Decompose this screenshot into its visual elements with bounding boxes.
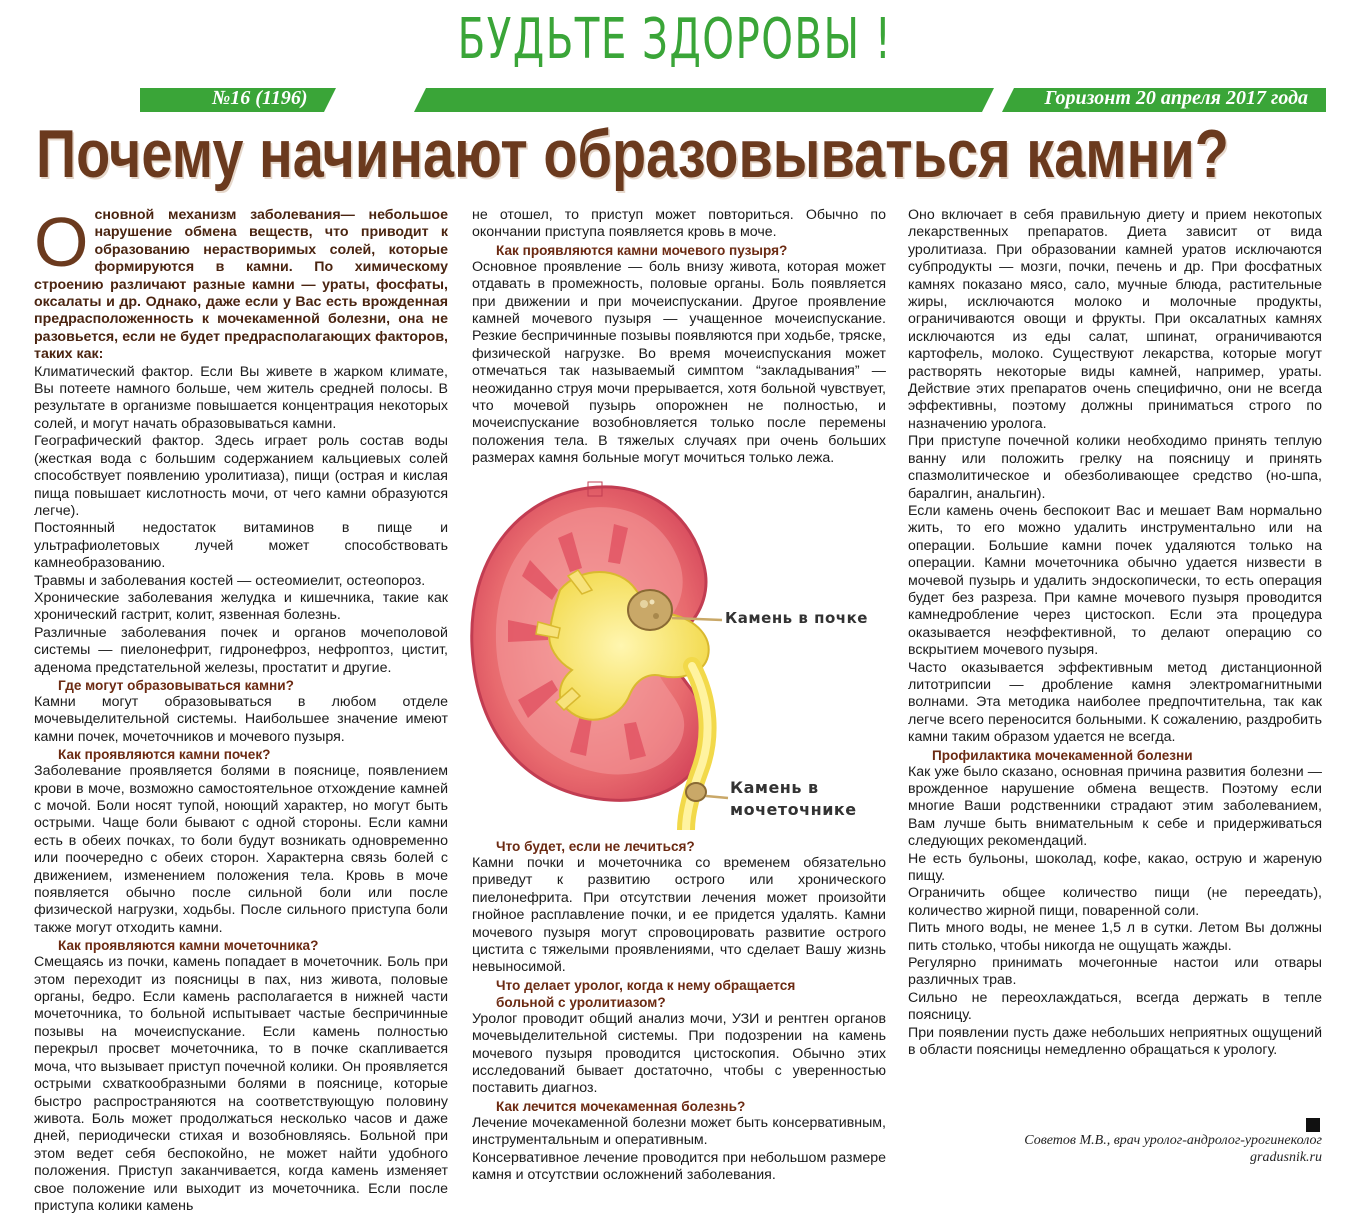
byline-author: Советов М.В., врач уролог-андролог-урогинеколог — [1024, 1133, 1322, 1148]
byline — [1024, 1132, 1322, 1166]
subheading: Профилактика мочекаменной болезни — [932, 747, 1193, 763]
paragraph: Ограничить общее количество пищи (не переедать), количество жирной пищи, поваренной соли. — [908, 885, 1322, 919]
subheading: больной с уролитиазом? — [496, 994, 666, 1010]
paragraph: Не есть бульоны, шоколад, кофе, какао, острую и жареную пищу. — [908, 850, 1322, 885]
paragraph: При приступе почечной колики необходимо принять теплую ванну или положить грелку на поясницу и принять спазмолитическое и обезболивающее средство (но-шпа, баралгин, анальгин). — [908, 433, 1322, 502]
label-ureter-stone-line2: мочеточнике — [730, 800, 857, 819]
paragraph: Заболевание проявляется болями в пояснице, появлением крови в моче, возможно самостоятельное отхождение камней с мочой. Боли носят тупой, ноющий характер, но могут быть острыми. Чаще боли бывают с одной стороны. Если камни есть в обеих почках, то боли будут возникать одновременно или поочередно с обеих сторон. Характерна связь болей с движением, изменением положения тела. Кровь в моче появляется обычно после сильной боли или после физической нагрузки, ходьбы. После сильного приступа боли также могут отходить камни. — [34, 763, 448, 936]
paragraph: Как уже было сказано, основная причина развития болезни — врожденное нарушение обмена веществ. Поэтому если многие Ваши родственники страдают этим заболеванием, Вам лучше быть внимательным к себе и придерживаться следующих рекомендаций. — [908, 763, 1322, 850]
ureter-stone-icon — [686, 783, 706, 801]
paragraph: Если камень очень беспокоит Вас и мешает Вам нормально жить, то его можно удалить инструментально или на операции. Большие камни почек удаляются только на операции. Камни мочеточника обычно удается низвести в мочевой пузырь и удалить эндоскопически, то есть операция будет без разреза. При камне мочевого пузыря проводится камнедробление через цистоскоп. Если эта процедура оказывается неэффективной, то делают операцию со вскрытием мочевого пузыря. — [908, 502, 1322, 659]
column-2-top — [472, 207, 886, 468]
issue-number: №16 (1196) — [212, 87, 308, 109]
subheading: Что делает уролог, когда к нему обращается — [496, 977, 796, 993]
paragraph: Оно включает в себя правильную диету и прием некотопых лекарственных препаратов. Диета зависит от вида уролитиаза. При образовании камней уратов исключаются субпродукты — мозги, почки, печень и др. При фосфатных камнях показано мясо, сало, мучные блюда, растительные жиры, исключаются молоко и молочные продукты, ограничиваются овощи и фрукты. При оксалатных камнях исключаются из еды салат, шпинат, ограничиваются картофель, молоко. Существуют лекарства, которые могут растворять некоторые виды камней, например, ураты. Действие этих препаратов очень специфично, они не всегда эффективны, поэтому должны приниматься строго по назначению уролога. — [908, 207, 1322, 432]
column-3 — [908, 207, 1322, 1060]
subheading: Как лечится мочекаменная болезнь? — [496, 1098, 746, 1114]
lead-text: сновной механизм заболевания— небольшое нарушение обмена веществ, что приводит к образованию нерастворимых солей, которые формируются в камни. По химическому строению различают разные камни — ураты, фосфаты, оксалаты и др. Однако, даже если у Вас есть врожденная предрасположенность к мочекаменной болезни, она не разовьется, если не будет предрасполагающих факторов, таких как: — [34, 207, 448, 363]
paragraph: Часто оказывается эффективным метод дистанционной литотрипсии — дробление камня электромагнитными волнами. Эта методика наиболее предпочтительна, так как легче всего переносится больными. К сожалению, раздробить камни таким образом удается не всегда. — [908, 659, 1322, 746]
lead-paragraph — [34, 203, 448, 364]
subheading: Как проявляются камни почек? — [58, 747, 271, 763]
paragraph: Различные заболевания почек и органов мочеполовой системы — пиелонефрит, гидронефроз, нефроптоз, цистит, аденома предстательной железы, простатит и другие. — [34, 624, 448, 676]
subheading: Где могут образовываться камни? — [58, 677, 294, 693]
byline-source: gradusnik.ru — [1250, 1150, 1322, 1165]
label-kidney-stone: Камень в почке — [725, 609, 868, 627]
subheading: Как проявляются камни мочеточника? — [58, 938, 319, 954]
drop-cap: О — [34, 203, 89, 281]
paragraph: Травмы и заболевания костей — остеомиелит, остеопороз. — [34, 572, 426, 589]
paragraph: Климатический фактор. Если Вы живете в жарком климате, Вы потеете намного больше, чем житель средней полосы. В результате в организме повышается концентрация некоторых солей, и могут начать образовываться камни. — [34, 363, 448, 432]
section-rubric: БУДЬТЕ ЗДОРОВЫ ! — [457, 7, 893, 72]
subheading: Что будет, если не лечиться? — [496, 839, 695, 854]
paragraph: Пить много воды, не менее 1,5 л в сутки. Летом Вы должны пить столько, чтобы никогда не ощущать жажды. — [908, 920, 1322, 954]
paragraph: Хронические заболевания желудка и кишечника, такие как хронический гастрит, колит, язвенная болезнь. — [34, 589, 448, 624]
paragraph: Камни могут образовываться в любом отделе мочевыделительной системы. Наибольшее значение имеют камни почек, мочеточников и мочевого пузыря. — [34, 693, 448, 745]
kidney-illustration — [460, 470, 880, 830]
paragraph: Регулярно принимать мочегонные настои или отвары различных трав. — [908, 955, 1322, 989]
paragraph: Камни почки и мочеточника со временем обязательно приведут к развитию острого или хронического пиелонефрита. При отсутствии лечения может произойти гнойное расплавление почки, и ее придется удалять. Камни мочевого пузыря могут спровоцировать развитие острого цистита с тяжелыми проявлениями, что сделает Вашу жизнь невыносимой. — [472, 855, 886, 976]
paragraph: не отошел, то приступ может повториться. Обычно по окончании приступа появляется кровь в моче. — [472, 207, 886, 241]
paragraph: При появлении пусть даже небольших неприятных ощущений в области поясницы немедленно обращаться к урологу. — [908, 1024, 1322, 1059]
end-of-article-mark — [1306, 1118, 1320, 1132]
dateline: Горизонт 20 апреля 2017 года — [1044, 87, 1308, 109]
column-2-bottom — [472, 838, 886, 1185]
paragraph: Консервативное лечение проводится при небольшом размере камня и отсутствии осложнений заболевания. — [472, 1149, 886, 1184]
kidney-stone-icon — [628, 590, 672, 630]
column-1 — [34, 203, 448, 1215]
label-ureter-stone-line1: Камень в — [730, 778, 819, 797]
paragraph: Постоянный недостаток витаминов в пище и ультрафиолетовых лучей может способствовать камнеобразованию. — [34, 520, 448, 572]
paragraph: Сильно не переохлаждаться, всегда держать в тепле поясницу. — [908, 989, 1322, 1024]
paragraph: Основное проявление — боль внизу живота, которая может отдавать в промежность, половые органы. Боль появляется при движении и при мочеиспускании. Другое проявление камней мочевого пузыря — учащенное мочеиспускание. Резкие беспричинные позывы появляются при ходьбе, тряске, физической нагрузке. Во время мочеиспускания может отмечаться так называемый симптом “закладывания” — неожиданно струя мочи прерывается, хотя больной чувствует, что мочевой пузырь опорожнен не полностью, и мочеиспускание возобновляется только после перемены положения тела. В тяжелых случаях при очень больших размерах камня больные могут мочиться только лежа. — [472, 258, 886, 467]
article-headline: Почему начинают образовываться камни? — [36, 116, 1229, 192]
subheading: Как проявляются камни мочевого пузыря? — [496, 242, 788, 258]
paragraph: Лечение мочекаменной болезни может быть консервативным, инструментальным и оперативным. — [472, 1114, 886, 1149]
paragraph: Географический фактор. Здесь играет роль состав воды (жесткая вода с большим содержанием кальциевых солей способствует появлению уролитиаза), пищи (острая и кислая пища повышает кислотность мочи, от чего камни образуются легче). — [34, 433, 448, 519]
paragraph: Смещаясь из почки, камень попадает в мочеточник. Боль при этом переходит из поясницы в пах, низ живота, половые органы, бедро. Если камень располагается в нижней части мочеточника, то больной испытывает частые беспричинные позывы на мочеиспускание. Если камень полностью перекрыл просвет мочеточника, то в почке скапливается моча, что вызывает приступ почечной колики. Он проявляется острыми схваткообразными болями в пояснице, которые быстро распространяются на соответствующую половину живота. Боль может продолжаться несколько часов и даже дней, периодически стихая и возобновляясь. Больной при этом ведет себя беспокойно, не может найти удобного положения. Приступ заканчивается, когда камень изменяет свое положение или выходит из мочеточника. Если после приступа колики камень — [34, 954, 448, 1214]
paragraph: Уролог проводит общий анализ мочи, УЗИ и рентген органов мочевыделительной системы. При подозрении на камень мочевого пузыря проводится цистоскопия. Обычно этих исследований бывает достаточно, чтобы с уверенностью поставить диагноз. — [472, 1010, 886, 1097]
